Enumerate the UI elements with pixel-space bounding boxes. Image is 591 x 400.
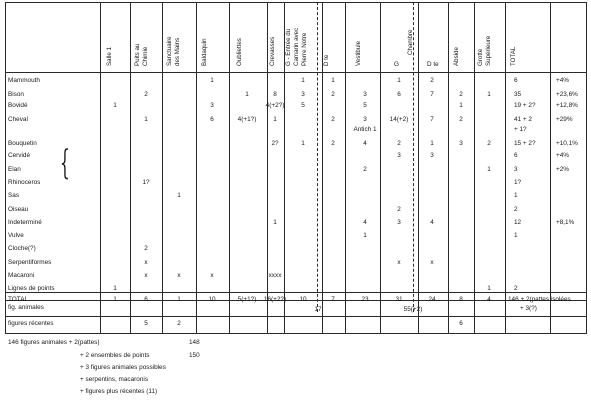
header-sanctuaire-1: Sanctuaire [166,36,173,66]
row-label: Lignes de points [8,285,55,292]
total-cell: 55(+2) [403,306,423,313]
table-cell: 1 [487,285,491,292]
cell-percent: +2% [556,166,569,173]
header-grotte-2: Supérieure [485,35,492,66]
table-cell: xxxx [268,272,282,279]
cell-total: + 1? [514,126,527,133]
note-line: + figures plus récentes (11) [80,388,158,395]
header-sanctuaire-2: des Mains [174,37,181,66]
table-cell: 3 [210,102,214,109]
table-cell: 2? [271,140,279,147]
total-cell: 31 [395,296,403,303]
recent-cell: 5 [144,320,148,327]
total-cell: 1 [177,296,181,303]
row-label: Cloche(?) [8,245,36,252]
table-cell: 1 [301,77,305,84]
cell-total: 41 + 2 [514,116,532,123]
total-cell: 146 + 2(pattes isolées [508,296,571,303]
table-cell: 2 [459,116,463,123]
header-chambre-g: G [394,61,399,68]
grid-vline [345,2,346,333]
cell-total: 6 [514,152,518,159]
table-cell: 6 [397,91,401,98]
table-cell: 1 [273,116,277,123]
table-cell: 1 [113,285,117,292]
total-cell: + 3(?) [520,305,537,312]
cell-percent: +4% [556,152,569,159]
table-cell: 1 [245,91,249,98]
table-cell: 2 [144,91,148,98]
grid-hline [5,292,587,293]
table-cell: 14(+2) [389,116,409,123]
table-cell: x [397,259,401,266]
grid-vline [448,2,449,333]
table-cell: 1 [397,77,401,84]
header-entree-4: D te [323,54,330,66]
total-cell: 5(+1?) [237,296,257,303]
header-puits-1: Puits au [134,43,141,66]
note-number: 148 [189,339,200,346]
row-label: Oiseau [8,206,29,213]
header-baldaquin: Baldaquin [201,38,208,66]
grid-vline [196,2,197,333]
table-cell: 1 [459,102,463,109]
row-label: Indeterminé [8,219,42,226]
table-cell: 2 [331,140,335,147]
table-cell: 4 [430,219,434,226]
cell-total: 1 [514,192,518,199]
total-label: TOTAL [8,296,29,303]
grid-vline [322,2,323,333]
dashed-divider [317,2,318,312]
table-cell: 1 [487,166,491,173]
recent-label: figures récentes [8,320,54,327]
header-chambre-d: D te [427,61,439,68]
grid-vline [162,2,163,333]
header-grotte-1: Grotte [477,48,484,66]
table-cell: 3 [363,116,367,123]
table-cell: x [210,272,214,279]
table-cell: 2 [331,91,335,98]
cell-total: 12 [514,219,522,226]
cell-percent: +23,6% [556,91,578,98]
cell-percent: +12,8% [556,102,578,109]
grid-vline [418,2,419,333]
table-cell: 4(+2?) [265,102,285,109]
grid-vline [5,2,6,333]
row-label: Bovidé [8,102,28,109]
header-chambre: Chambre [407,29,414,55]
table-cell: 2 [397,140,401,147]
total-cell: 7 [331,296,335,303]
table-cell: 5 [301,102,305,109]
grid-vline [474,2,475,333]
grid-hline [5,300,587,301]
table-cell: 1 [487,91,491,98]
note-number: 150 [189,352,200,359]
row-label: Vulve [8,232,24,239]
grid-vline [130,2,131,333]
table-cell: 4(+1?) [237,116,257,123]
note-line: 146 figures animales + 2(pattes) [8,339,100,346]
row-label: Sas [8,192,20,199]
table-cell: Antich 1 [353,126,377,133]
table-cell: 8 [273,91,277,98]
header-oubliettes: Oubliettes [236,38,243,66]
table-cell: x [144,259,148,266]
note-line: + 3 figures animales possibles [80,364,166,371]
cell-total: 2 [514,285,518,292]
table-cell: x [144,272,148,279]
note-line: + serpentins, macaronis [80,376,149,383]
total-cell: 1 [113,296,117,303]
grid-hline [5,2,587,3]
table-cell: 7 [430,116,434,123]
table-cell: 1 [273,219,277,226]
grid-hline [5,72,587,73]
table-cell: 6 [210,116,214,123]
total-cell: 6 [144,296,148,303]
table-cell: x [177,272,181,279]
table-cell: 2 [459,91,463,98]
table-cell: 2 [363,166,367,173]
row-label: Rhinoceros [8,179,41,186]
cell-percent: +10,1% [556,140,578,147]
cell-percent: +8,1% [556,219,575,226]
table-cell: 2 [144,245,148,252]
grid-vline [100,2,101,333]
total-cell: 8 [459,296,463,303]
table-cell: 2 [430,77,434,84]
cell-total: 2 [514,206,518,213]
grid-vline [267,2,268,333]
header-total: TOTAL [510,46,517,66]
table-cell: 1 [430,140,434,147]
header-salle1: Salle 1 [106,47,113,66]
table-cell: 1 [210,77,214,84]
total-cell: 10 [299,296,307,303]
table-cell: 3 [430,152,434,159]
header-crevasses: Crevasses [269,36,276,66]
table-cell: 3 [397,152,401,159]
row-label: Cervidé [8,152,31,159]
table-cell: 3 [301,91,305,98]
cell-total: 3 [514,166,518,173]
grid-vline [505,2,506,333]
grid-vline [229,2,230,333]
row-label: Bison [8,91,24,98]
row-label: Cheval [8,116,28,123]
total-cell: 17 [314,306,322,313]
table-cell: 1 [113,102,117,109]
table-cell: 5 [363,102,367,109]
header-vestibule: Vestibule [355,40,362,66]
grid-vline [550,2,551,333]
cell-percent: +29% [556,116,573,123]
grid-vline [380,2,381,333]
table-cell: 3 [363,91,367,98]
grid-vline [586,2,587,333]
total-cell: 16(+2?) [263,296,287,303]
table-cell: 7 [430,91,434,98]
table-cell: 1 [301,140,305,147]
cell-total: 35 [514,91,522,98]
row-label: Mammouth [8,77,40,84]
header-abside: Abside [453,47,460,66]
grid-hline [5,316,587,317]
brace-glyph: { [60,143,70,183]
total-cell: 4 [487,296,491,303]
total-cell: 24 [428,296,436,303]
cell-total: 1 [514,232,518,239]
table-cell: 4 [363,140,367,147]
table-cell: x [430,259,434,266]
total-cell: 23 [361,296,369,303]
row-label: Macaroni [8,272,35,279]
cell-total: 19 + 2? [514,102,536,109]
row-label: Serpentiformes [8,259,52,266]
table-cell: 1 [331,77,335,84]
header-entree-3: Pierre Notre [301,32,308,66]
recent-cell: 6 [459,320,463,327]
table-cell: 2 [331,116,335,123]
table-cell: 3 [459,140,463,147]
table-cell: 1? [142,179,150,186]
row-label: Bouquetin [8,140,37,147]
cell-percent: +4% [556,77,569,84]
row-label: Elan [8,166,21,173]
cell-total: 15 + 2? [514,140,536,147]
table-cell: 2 [487,140,491,147]
recent-cell: 2 [177,320,181,327]
header-entree-1: G - Entrée du [285,28,292,66]
header-entree-2: Camarin avec [293,27,300,66]
cell-total: 6 [514,77,518,84]
table-cell: 3 [397,219,401,226]
cell-total: 1? [514,179,522,186]
table-cell: 1 [144,116,148,123]
header-puits-2: Chimie [142,46,149,66]
total-cell: 10 [208,296,216,303]
grid-hline [5,333,587,334]
note-line: + 2 ensembles de points [80,352,150,359]
table-cell: 1 [177,192,181,199]
table-cell: 4 [363,219,367,226]
total-label-2: fig. animales [8,304,44,311]
table-cell: 1 [363,232,367,239]
table-cell: 2 [397,206,401,213]
